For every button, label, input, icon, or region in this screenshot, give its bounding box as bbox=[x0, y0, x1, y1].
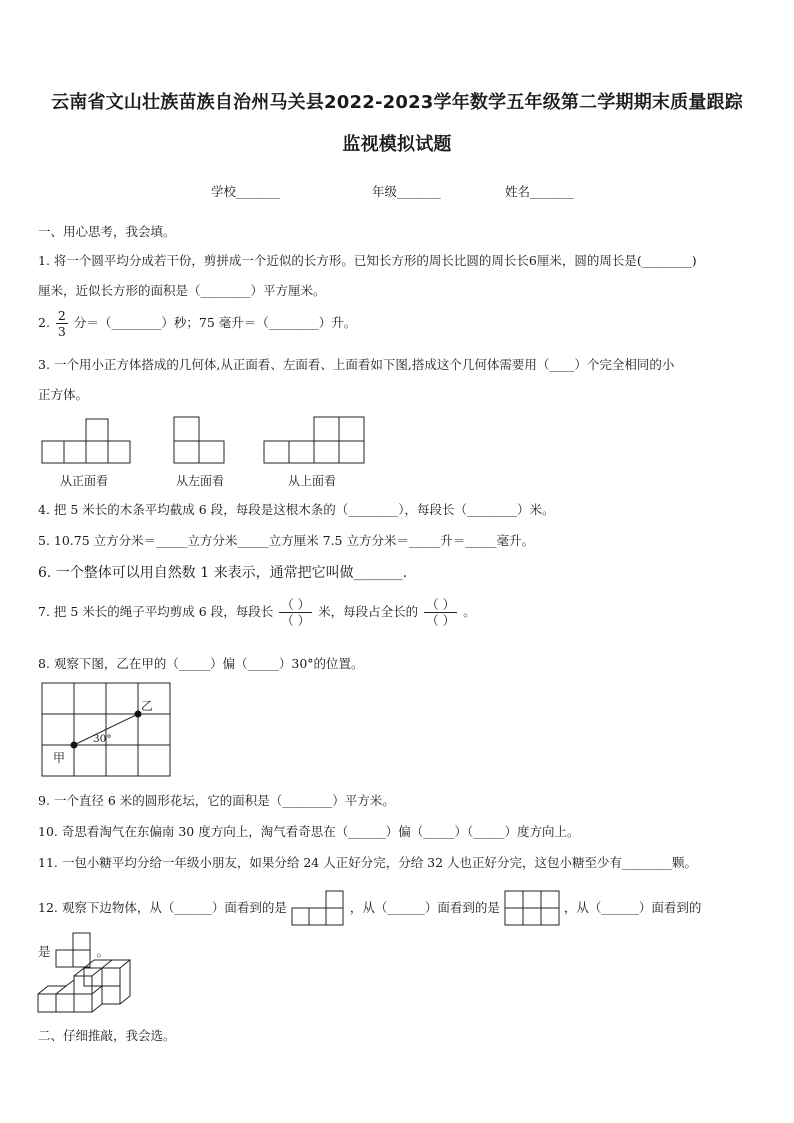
school-field: 学校_______ bbox=[211, 184, 280, 199]
point-b-label: 乙 bbox=[141, 699, 154, 713]
q12-3d-object-figure bbox=[36, 966, 136, 1016]
q12-view-2-figure bbox=[504, 890, 560, 926]
question-7-end: 。 bbox=[463, 604, 476, 619]
question-7-mid: 米，每段占全长的 bbox=[318, 604, 419, 619]
question-4: 4. 把 5 米长的木条平均截成 6 段，每段是这根木条的（________），每段长（________）米。 bbox=[38, 502, 555, 517]
front-view-label: 从正面看 bbox=[59, 474, 108, 488]
doc-title-line-1: 云南省文山壮族苗族自治州马关县2022-2023学年数学五年级第二学期期末质量跟踪 bbox=[51, 92, 743, 113]
section-1-heading: 一、用心思考，我会填。 bbox=[38, 224, 176, 239]
name-field: 姓名_______ bbox=[505, 184, 574, 199]
q12-view-1-figure bbox=[291, 890, 346, 926]
q12-view-3-figure bbox=[55, 932, 93, 968]
doc-title-line-2: 监视模拟试题 bbox=[342, 134, 452, 155]
point-a-label: 甲 bbox=[53, 751, 66, 765]
question-1-line-1: 1. 将一个圆平均分成若干份，剪拼成一个近似的长方形。已知长方形的周长比圆的周长长6厘米，圆的周长是(________) bbox=[38, 253, 697, 268]
question-12-line-1 bbox=[38, 890, 701, 926]
grade-field: 年级_______ bbox=[372, 184, 441, 199]
question-8: 8. 观察下图，乙在甲的（_____）偏（_____）30°的位置。 bbox=[38, 656, 364, 671]
question-12-part-5: 。 bbox=[96, 944, 109, 959]
question-9: 9. 一个直径 6 米的圆形花坛，它的面积是（________）平方米。 bbox=[38, 793, 395, 808]
question-12-part-1: 12. 观察下边物体，从（______）面看到的是 bbox=[38, 900, 287, 915]
question-7-fraction-2-numerator: （ ） bbox=[426, 597, 456, 612]
question-2-prefix: 2. bbox=[38, 315, 50, 330]
question-2-fraction bbox=[56, 308, 68, 339]
question-7-fraction-2 bbox=[424, 597, 457, 628]
question-1-line-2: 厘米，近似长方形的面积是（________）平方厘米。 bbox=[38, 283, 326, 298]
question-12-part-3: ，从（______）面看到的 bbox=[563, 900, 702, 915]
angle-label: 30° bbox=[93, 733, 112, 745]
top-view-figure bbox=[262, 413, 372, 465]
question-6: 6. 一个整体可以用自然数 1 来表示，通常把它叫做_______. bbox=[38, 565, 408, 581]
question-7-prefix: 7. 把 5 米长的绳子平均剪成 6 段，每段长 bbox=[38, 604, 274, 619]
question-5: 5. 10.75 立方分米＝_____立方分米_____立方厘米 7.5 立方分米＝_____升＝_____毫升。 bbox=[38, 533, 534, 548]
question-2-rest: 分＝（________）秒；75 毫升＝（________）升。 bbox=[73, 315, 357, 330]
question-10: 10. 奇思看淘气在东偏南 30 度方向上，淘气看奇思在（______）偏（_____）（_____）度方向上。 bbox=[38, 824, 580, 839]
top-view-label: 从上面看 bbox=[287, 474, 336, 488]
question-7 bbox=[38, 597, 476, 628]
question-7-fraction-1-numerator: （ ） bbox=[281, 597, 311, 612]
question-12-part-2: ，从（______）面看到的是 bbox=[349, 900, 500, 915]
question-2 bbox=[38, 308, 356, 339]
front-view-figure bbox=[40, 413, 140, 465]
left-view-figure bbox=[172, 413, 232, 465]
question-12-line-2 bbox=[38, 932, 109, 968]
section-2-heading: 二、仔细推敲，我会选。 bbox=[38, 1028, 176, 1043]
question-2-denominator: 3 bbox=[57, 324, 66, 339]
question-3-line-1: 3. 一个用小正方体搭成的几何体,从正面看、左面看、上面看如下图,搭成这个几何体需要用（____）个完全相同的小 bbox=[38, 357, 675, 372]
question-11: 11. 一包小糖平均分给一年级小朋友，如果分给 24 人正好分完，分给 32 人也正好分完，这包小糖至少有________颗。 bbox=[38, 855, 698, 870]
question-2-numerator: 2 bbox=[57, 308, 66, 323]
question-7-fraction-1-denominator: （ ） bbox=[281, 613, 311, 628]
question-3-line-2: 正方体。 bbox=[38, 387, 89, 402]
question-7-fraction-2-denominator: （ ） bbox=[426, 613, 456, 628]
point-a-dot bbox=[71, 742, 78, 749]
left-view-label: 从左面看 bbox=[175, 474, 224, 488]
question-7-fraction-1 bbox=[279, 597, 312, 628]
question-12-part-4: 是 bbox=[38, 944, 51, 959]
